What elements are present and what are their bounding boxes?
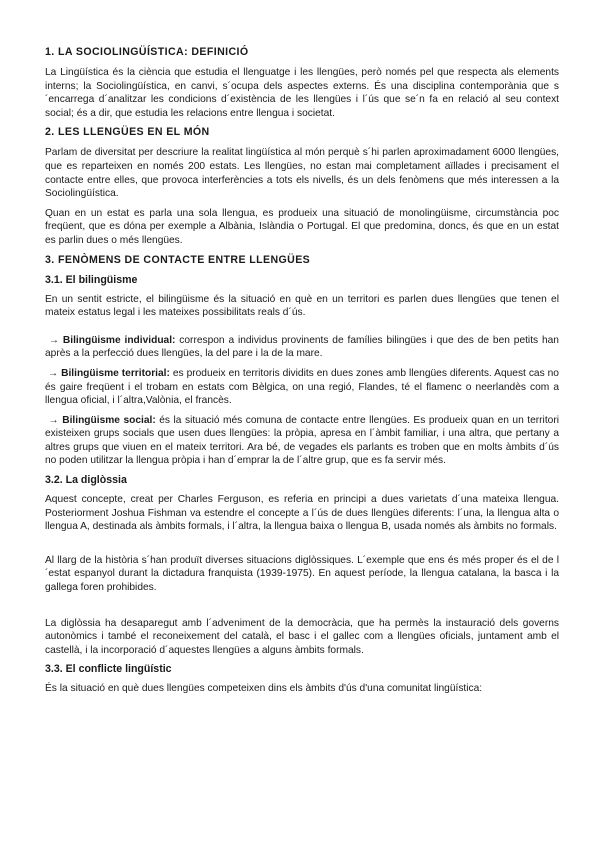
bilingualism-territorial-item — [45, 367, 559, 408]
arrow-right-icon: → — [48, 414, 59, 426]
bilingualism-definition: En un sentit estricte, el bilingüisme és la situació en què en un territori es parlen dues llengües que tenen el mateix estatus legal i les mateixes possibilitats reals d´ús. — [45, 293, 559, 319]
bilingualism-territorial-text: es produeix en territoris dividits en dues zones amb llengües diferents. Aquest cas no és gaire freqüent i el trobam en estats com Bèlgica, on una regió, Flandes, té el flamenc o neerlandès com a llengua oficial, i l´altra,Valònia, el francès. — [45, 367, 559, 407]
bilingualism-social-term: Bilingüisme social: — [62, 414, 156, 426]
conflict-paragraph: És la situació en què dues llengües competeixen dins els àmbits d'ús d'una comunitat lingüística: — [45, 683, 483, 695]
diglossia-paragraph-2: Al llarg de la història s´han produït diverses situacions diglòssiques. L´exemple que ens és més proper és el de l´estat espanyol durant la dictadura franquista (1939-1975). En aquest període, la llengua catalana, la basca i la gallega foren prohibides. — [45, 554, 559, 594]
arrow-right-icon: → — [47, 367, 59, 379]
bilingualism-social-text: és la situació més comuna de contacte entre llengües. Es produeix quan en un territori existeixen grups socials que usen dues llengües: la pròpia, apresa en l´àmbit familiar, i una altra, que pertany a altres grups que viuen en el mateix territori. Ara bé, de vegades els parlants es troben que en molts àmbits d´ús no poden utilitzar la llengua pròpia i han d´emprar la de l´altre grup, que es fa servir més. — [45, 414, 559, 467]
bilingualism-individual-item — [45, 334, 559, 361]
subsection-3-1-heading: 3.1. El bilingüisme — [45, 273, 138, 286]
bilingualism-individual-text: correspon a individus provinents de famílies bilingües i que des de ben petits han après a la perfecció dues llengües, la del pare i la de la mare. — [45, 334, 559, 360]
subsection-3-2-heading: 3.2. La diglòssia — [45, 474, 127, 487]
bilingualism-individual-term: Bilingüisme individual: — [62, 334, 176, 346]
subsection-3-3-heading: 3.3. El conflicte lingüístic — [45, 663, 172, 676]
section-1-heading: 1. LA SOCIOLINGÜÍSTICA: DEFINICIÓ — [45, 46, 249, 58]
bilingualism-social-item — [45, 414, 559, 468]
section-2-heading: 2. LES LLENGÜES EN EL MÓN — [45, 126, 210, 139]
diglossia-paragraph-1: Aquest concepte, creat per Charles Ferguson, es referia en principi a dues varietats d´una mateixa llengua. Posteriorment Joshua Fishman va estendre el concepte a l´ús de dues llengües diferents: l´una, la llengua alta o llengua A, destinada als àmbits formals, i l´altra, la llengua baixa o llengua B, usada només als àmbits no formals. — [45, 494, 559, 533]
section-1-paragraph: La Lingüística és la ciència que estudia el llenguatge i les llengües, però només pel que respecta als elements interns; la Sociolingüística, en canvi, s´ocupa dels aspectes externs. És una disciplina contemporània que s´encarrega d´analitzar les condicions d´existència de les llengües i l´ús que se´n fa en relació al seu context social; és a dir, que estudia les relacions entre llengua i societat. — [45, 67, 559, 119]
section-2-paragraph-1: Parlam de diversitat per descriure la realitat lingüística al món perquè s´hi parlen aproximadament 6000 llengües, que es reparteixen en només 200 estats. Les llengües, no estan mai completament aïllades i precisament el contacte entre elles, que provoca interferències a tots els nivells, és un dels fenòmens que més interessen a la Sociolingüística. — [45, 147, 559, 200]
section-3-heading: 3. FENÒMENS DE CONTACTE ENTRE LLENGÜES — [45, 253, 311, 266]
diglossia-paragraph-3: La diglòssia ha desaparegut amb l´adveniment de la democràcia, que ha permès la instauració dels governs autonòmics i també el reconeixement del català, el basc i el gallec com a llengües oficials, juntament amb el castellà, i la incorporació d´aquestes llengües a alguns àmbits formals. — [45, 617, 559, 656]
document-page — [45, 46, 559, 702]
section-2-paragraph-2: Quan en un estat es parla una sola llengua, es produeix una situació de monolingüisme, circumstància poc freqüent, que es dóna per exemple a Albània, Islàndia o Portugal. El que predomina, doncs, és que en un estat es parlin dues o més llengües. — [45, 207, 559, 246]
bilingualism-territorial-term: Bilingüisme territorial: — [61, 367, 170, 379]
arrow-right-icon: → — [48, 334, 60, 346]
